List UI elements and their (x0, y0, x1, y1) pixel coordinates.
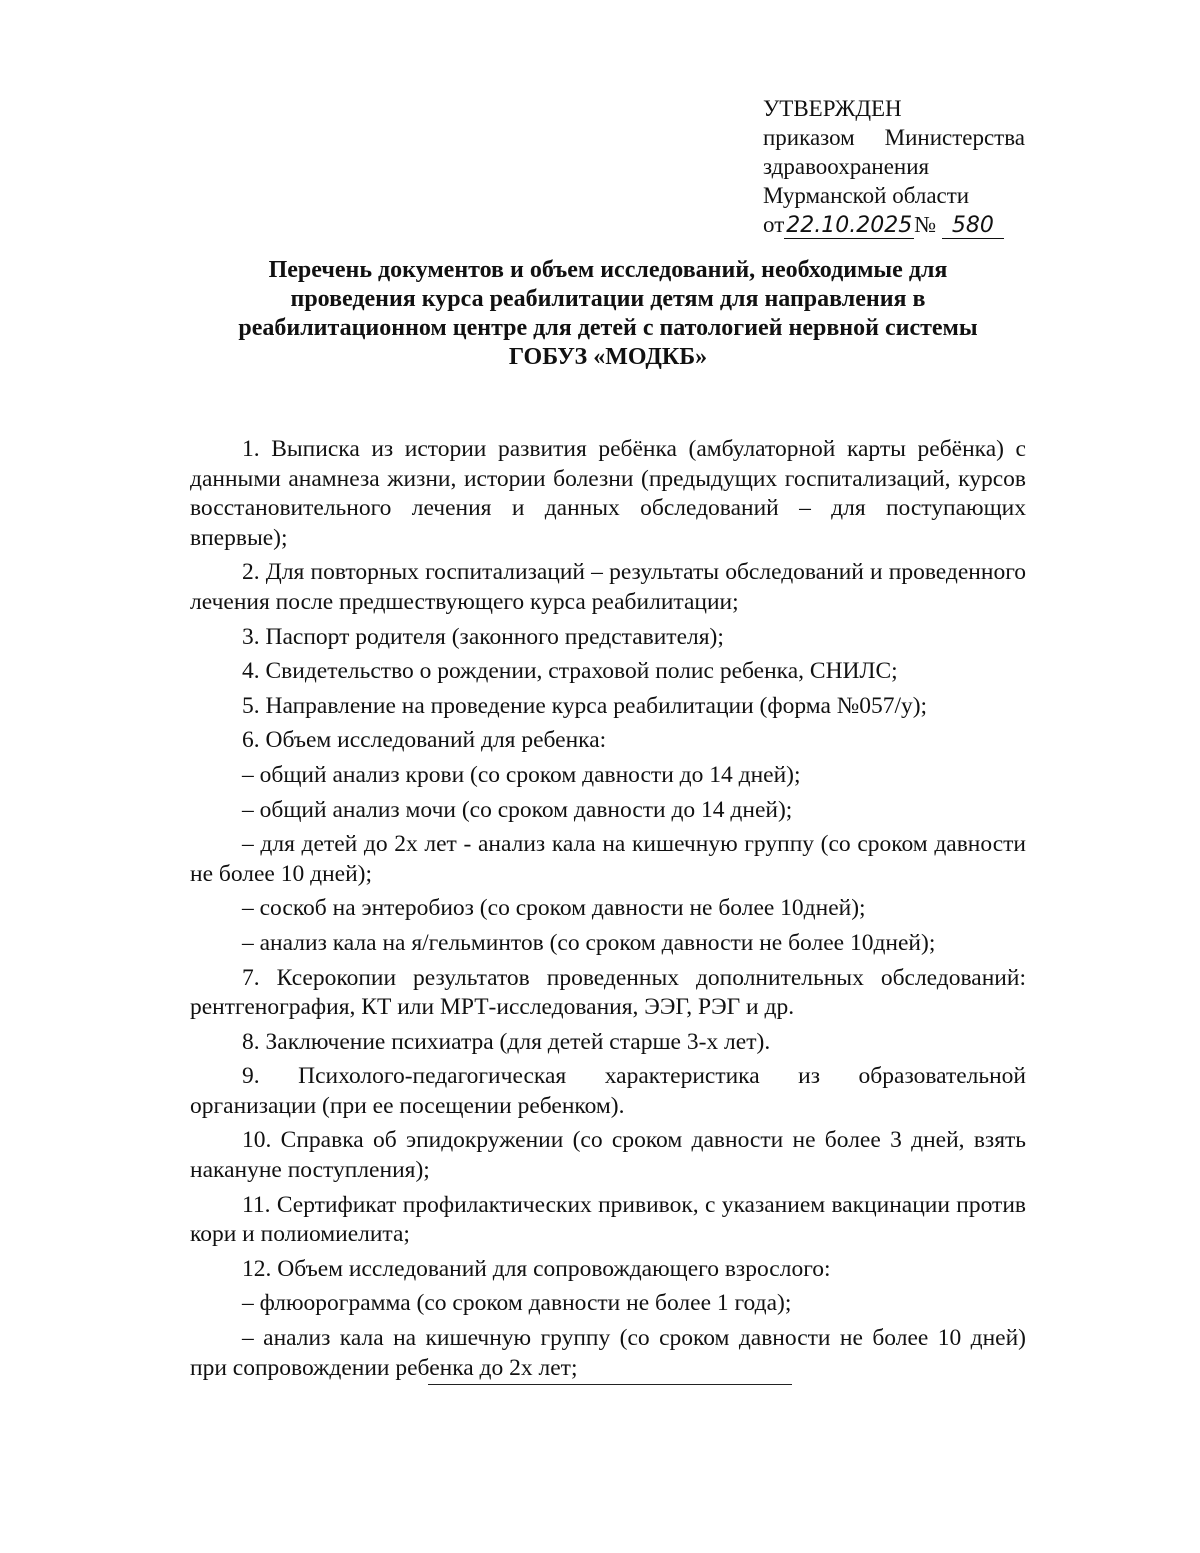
list-item: 6. Объем исследований для ребенка: (242, 727, 607, 754)
date-prefix: от (763, 212, 785, 237)
list-item: 5. Направление на проведение курса реабилитации (форма №057/у); (242, 692, 928, 719)
document-title (190, 256, 1026, 372)
approval-healthcare: здравоохранения (763, 154, 930, 179)
approval-ministry-word: Министерства (884, 125, 1025, 150)
approval-region: Мурманской области (763, 183, 970, 208)
approval-order-word: приказом (763, 125, 855, 150)
document-list (190, 435, 1026, 1388)
list-subitem: – флюорограмма (со сроком давности не более 1 года); (242, 1290, 792, 1317)
list-subitem: – соскоб на энтеробиоз (со сроком давности не более 10дней); (242, 895, 866, 922)
approval-order-line (763, 123, 1025, 152)
approval-block (763, 94, 1025, 239)
list-item: 7. Ксерокопии результатов проведенных дополнительных обследований: рентгенография, КТ или МРТ-исследования, ЭЭГ, РЭГ и др. (190, 964, 1026, 1021)
list-item: 4. Свидетельство о рождении, страховой полис ребенка, СНИЛС; (242, 658, 898, 685)
title-line-3: реабилитационном центре для детей с патологией нервной системы (238, 315, 978, 341)
handwritten-date: 22.10.2025 (786, 213, 913, 238)
list-subitem: – анализ кала на кишечную группу (со сроком давности не более 10 дней) при сопровождении ребенка до 2х лет; (190, 1325, 1026, 1381)
list-subitem: – анализ кала на я/гельминтов (со сроком давности не более 10дней); (242, 929, 936, 956)
list-subitem: – общий анализ мочи (со сроком давности до 14 дней); (242, 796, 793, 823)
number-prefix: № (914, 212, 937, 237)
list-subitem: – общий анализ крови (со сроком давности до 14 дней); (242, 761, 801, 788)
title-line-4: ГОБУЗ «МОДКБ» (508, 344, 708, 370)
list-item: 8. Заключение психиатра (для детей старше 3-х лет). (242, 1028, 771, 1055)
approval-heading: УТВЕРЖДЕН (763, 96, 902, 121)
list-item: 12. Объем исследований для сопровождающего взрослого: (242, 1255, 831, 1282)
approval-date-line (763, 210, 1025, 239)
list-item: 3. Паспорт родителя (законного представителя); (242, 623, 724, 650)
closing-rule (428, 1384, 792, 1385)
list-subitem: – для детей до 2х лет - анализ кала на кишечную группу (со сроком давности не более 10 дней); (190, 831, 1026, 887)
title-line-2: проведения курса реабилитации детям для направления в (290, 286, 926, 312)
list-item: 11. Сертификат профилактических прививок, с указанием вакцинации против кори и полиомиелита; (190, 1191, 1026, 1248)
list-item: 10. Справка об эпидокружении (со сроком давности не более 3 дней, взять накануне поступления); (190, 1127, 1026, 1184)
handwritten-number: 580 (942, 214, 1004, 239)
title-line-1: Перечень документов и объем исследований, необходимые для (268, 257, 948, 283)
list-item: 2. Для повторных госпитализаций – результаты обследований и проведенного лечения после предшествующего курса реабилитации; (190, 559, 1026, 615)
list-item: 1. Выписка из истории развития ребёнка (амбулаторной карты ребёнка) с данными анамнеза жизни, истории болезни (предыдущих госпитализаций, курсов восстановительного лечения и данных обследований – для поступающих впервые); (190, 436, 1026, 551)
list-item: 9. Психолого-педагогическая характеристика из образовательной организации (при ее посещении ребенком). (190, 1063, 1026, 1119)
